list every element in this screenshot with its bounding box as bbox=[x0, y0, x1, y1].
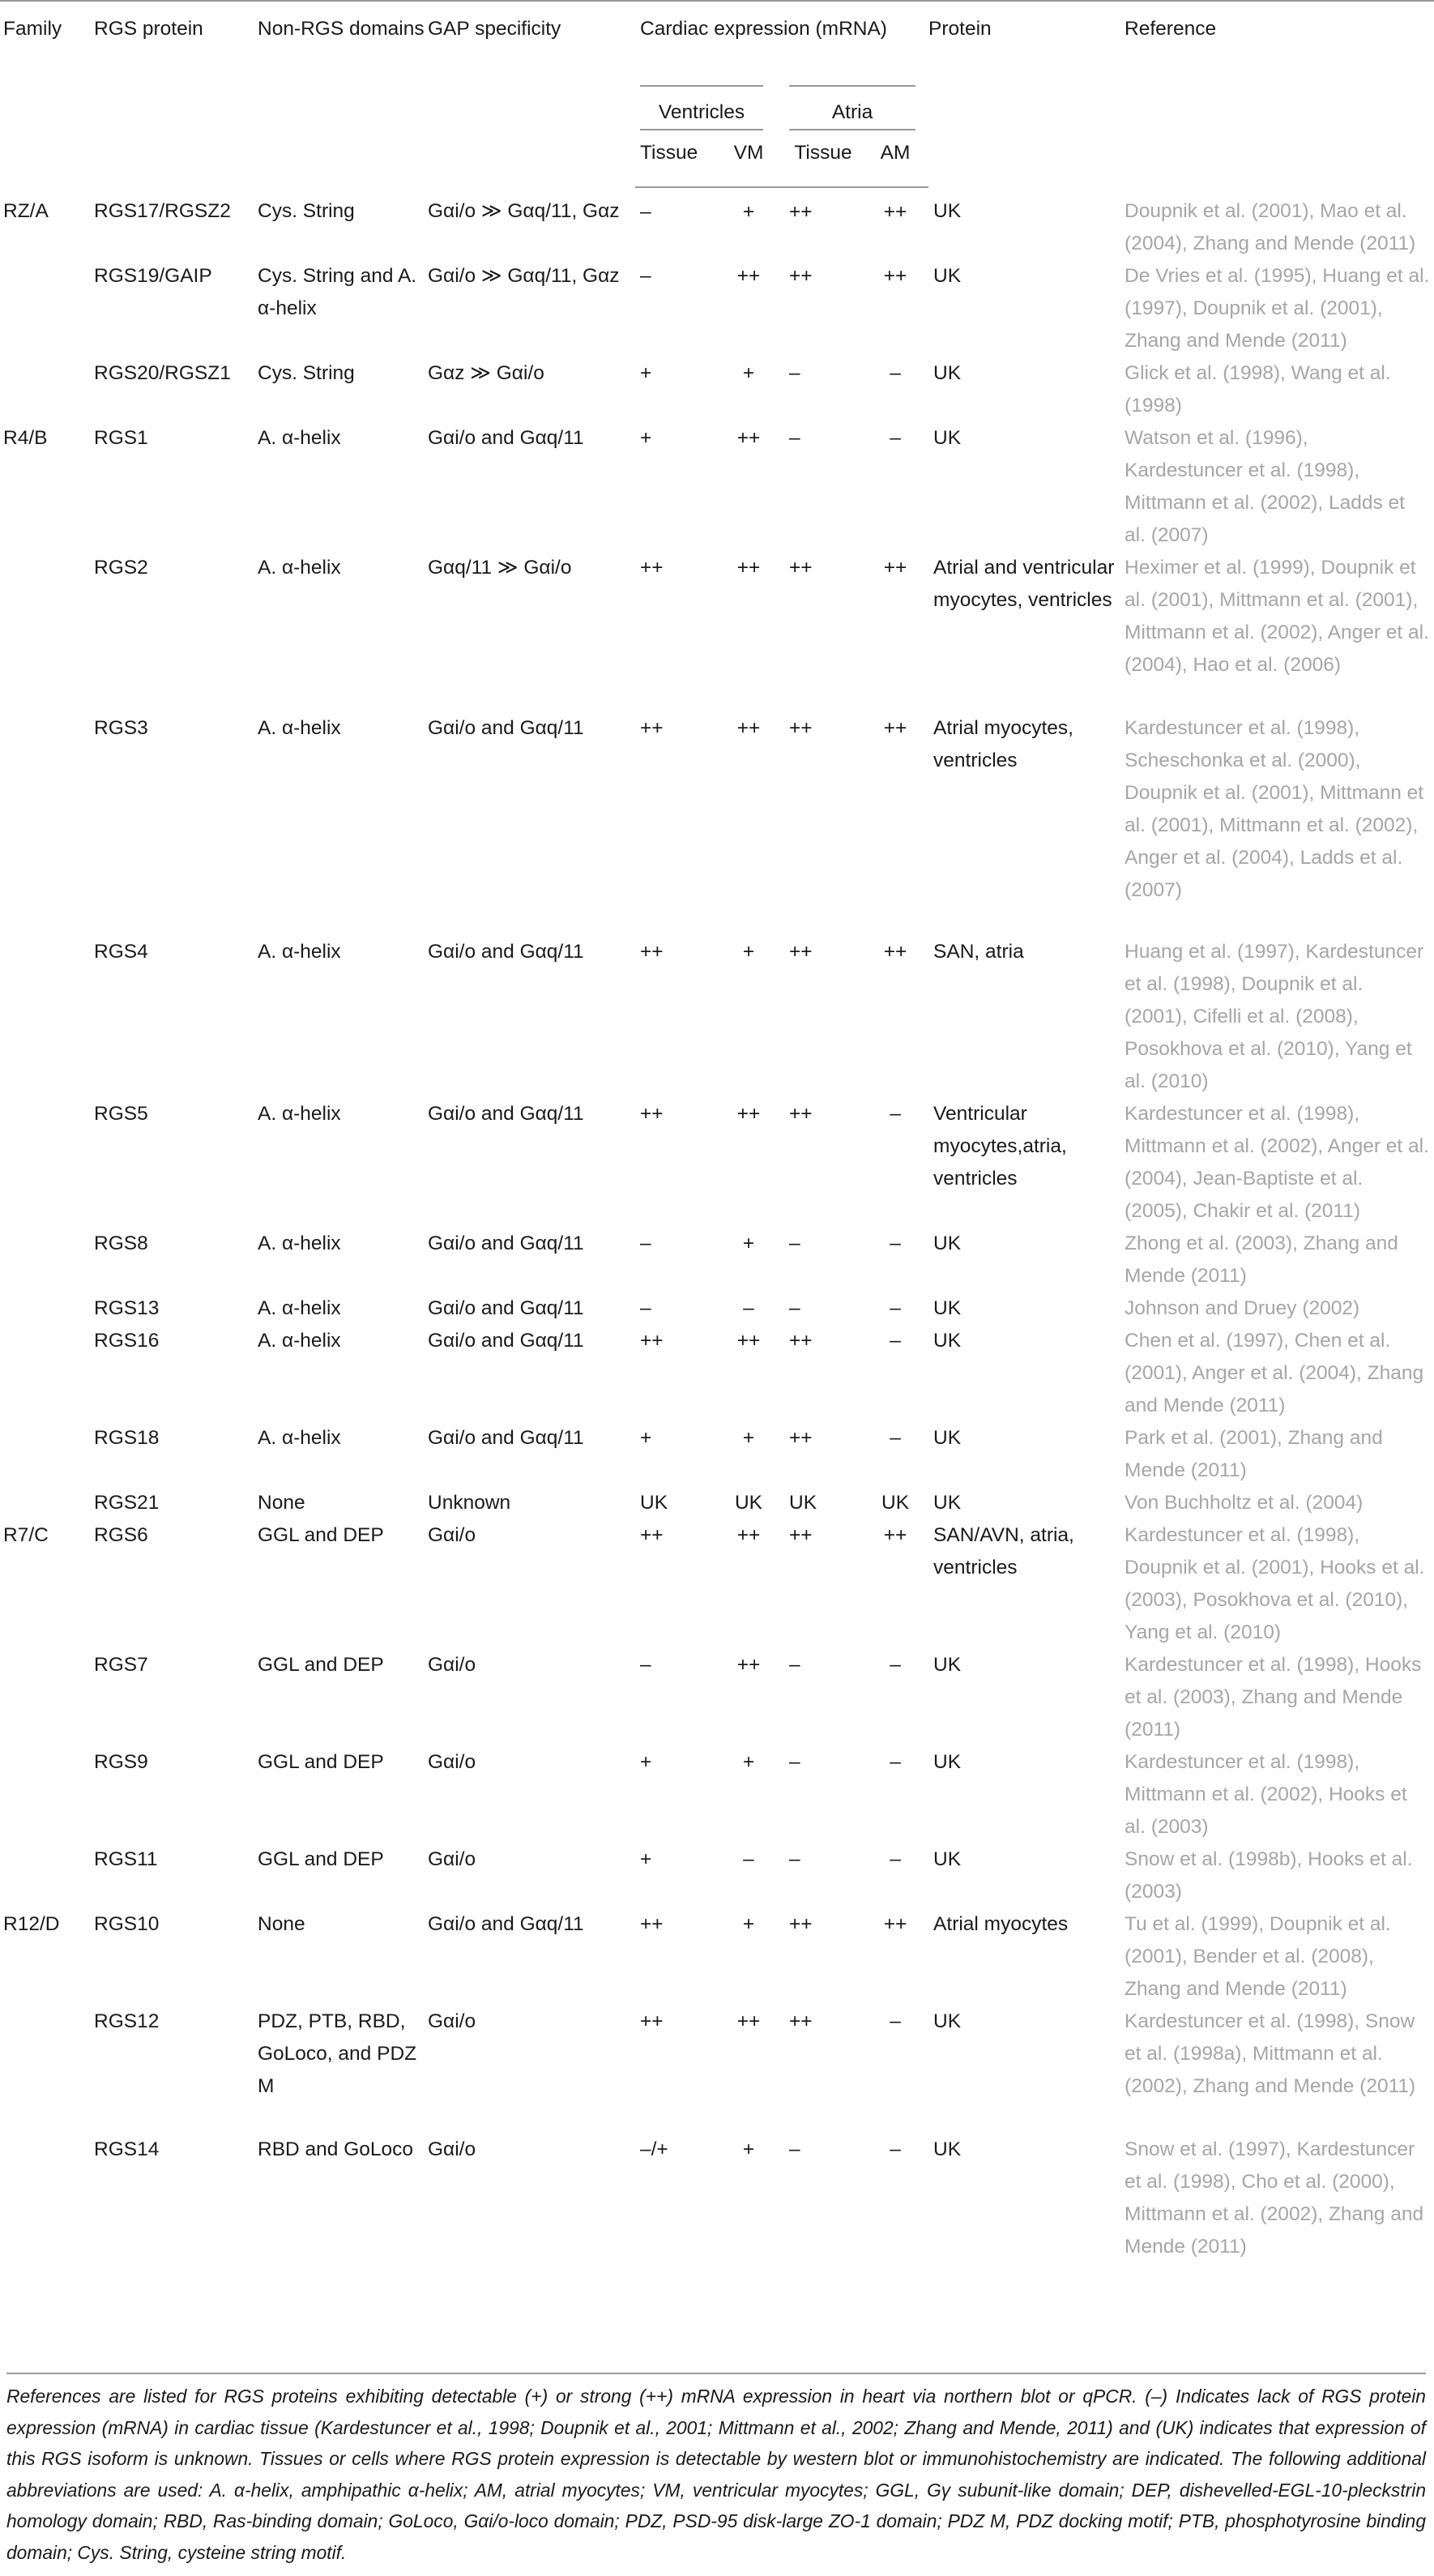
tissue-atria-cell: ++ bbox=[789, 1524, 813, 1546]
gap-specificity-cell: Gαi/o and Gαq/11 bbox=[428, 1330, 584, 1352]
table-row bbox=[0, 422, 1434, 552]
family-cell bbox=[0, 2134, 94, 2292]
rgs-protein-cell: RGS7 bbox=[94, 1654, 148, 1676]
family-cell bbox=[0, 1422, 94, 1487]
tissue-atria-cell: ++ bbox=[789, 1913, 813, 1935]
am-cell: UK bbox=[881, 1492, 910, 1514]
reference-cell: Huang et al. (1997), Kardestuncer et al. (1998), Doupnik et al. (2001), Cifelli et al. (2008), Posokhova et al. (2010), Yang et al. (2010) bbox=[1125, 941, 1424, 1092]
table-row bbox=[0, 1325, 1434, 1422]
tissue-ventricles-cell: + bbox=[640, 427, 652, 449]
vm-cell: + bbox=[742, 1427, 755, 1449]
non-rgs-domains-cell: Cys. String bbox=[258, 200, 355, 222]
reference-cell: Johnson and Druey (2002) bbox=[1125, 1297, 1360, 1319]
table-body bbox=[0, 187, 1434, 2292]
gap-specificity-cell: Gαi/o bbox=[428, 2138, 476, 2160]
family-cell bbox=[0, 357, 94, 422]
protein-cell: SAN, atria bbox=[933, 941, 1024, 963]
vm-cell: ++ bbox=[736, 1654, 761, 1676]
rgs-protein-cell: RGS19/GAIP bbox=[94, 265, 212, 287]
reference-cell: Kardestuncer et al. (1998), Doupnik et al. (2001), Hooks et al. (2003), Posokhova et al. (2010), Yang et al. (2010) bbox=[1125, 1524, 1425, 1643]
table-row bbox=[0, 1228, 1434, 1292]
vm-cell: + bbox=[742, 201, 755, 223]
reference-cell: Von Buchholtz et al. (2004) bbox=[1125, 1492, 1364, 1514]
protein-cell: Ventricular myocytes,atria, ventricles bbox=[933, 1103, 1067, 1190]
family-cell: R7/C bbox=[3, 1524, 49, 1546]
gap-specificity-cell: Gαz ≫ Gαi/o bbox=[428, 362, 544, 384]
tissue-ventricles-cell: – bbox=[640, 1232, 651, 1254]
tissue-atria-cell: ++ bbox=[789, 1427, 813, 1449]
tissue-ventricles-cell: ++ bbox=[640, 717, 664, 739]
gap-specificity-cell: Gαi/o bbox=[428, 1654, 476, 1676]
vm-cell: + bbox=[742, 2138, 755, 2160]
table-row bbox=[0, 2006, 1434, 2134]
tissue-atria-cell: – bbox=[789, 427, 800, 449]
header-atria-cell bbox=[784, 72, 928, 130]
protein-cell: Atrial myocytes, ventricles bbox=[933, 717, 1073, 771]
non-rgs-domains-cell: A. α-helix bbox=[258, 1297, 341, 1319]
gap-specificity-cell: Gαi/o bbox=[428, 1751, 476, 1773]
gap-specificity-cell: Gαi/o and Gαq/11 bbox=[428, 1232, 584, 1254]
tissue-ventricles-cell: ++ bbox=[640, 1330, 664, 1352]
header-tissue-ventricles: Tissue bbox=[635, 130, 713, 187]
family-cell: R12/D bbox=[3, 1913, 60, 1935]
gap-specificity-cell: Gαi/o ≫ Gαq/11, Gαz bbox=[428, 265, 620, 287]
tissue-ventricles-cell: + bbox=[640, 1751, 652, 1773]
non-rgs-domains-cell: A. α-helix bbox=[258, 717, 341, 739]
protein-cell: Atrial myocytes bbox=[933, 1913, 1069, 1935]
table-row bbox=[0, 357, 1434, 422]
am-cell: ++ bbox=[883, 1524, 907, 1546]
am-cell: – bbox=[890, 1848, 901, 1870]
am-cell: ++ bbox=[883, 717, 907, 739]
non-rgs-domains-cell: A. α-helix bbox=[258, 1330, 341, 1352]
header-gap-specificity: GAP specificity bbox=[428, 18, 561, 40]
am-cell: – bbox=[890, 1103, 901, 1125]
rgs-protein-cell: RGS21 bbox=[94, 1492, 160, 1514]
tissue-atria-cell: ++ bbox=[789, 1330, 813, 1352]
vm-cell: + bbox=[742, 362, 755, 384]
header-am: AM bbox=[862, 130, 928, 187]
rgs-protein-cell: RGS1 bbox=[94, 427, 148, 449]
rgs-protein-cell: RGS16 bbox=[94, 1330, 160, 1352]
header-rgs-protein: RGS protein bbox=[94, 18, 203, 40]
tissue-ventricles-cell: ++ bbox=[640, 1524, 664, 1546]
tissue-atria-cell: – bbox=[789, 2138, 800, 2160]
table-row bbox=[0, 260, 1434, 357]
family-cell bbox=[0, 1228, 94, 1292]
table-row bbox=[0, 1422, 1434, 1487]
header-ventricles-cell bbox=[635, 72, 784, 130]
header-tissue-atria: Tissue bbox=[784, 130, 862, 187]
reference-cell: Zhong et al. (2003), Zhang and Mende (2011) bbox=[1125, 1232, 1398, 1287]
tissue-atria-cell: ++ bbox=[789, 265, 813, 287]
reference-cell: Snow et al. (1998b), Hooks et al. (2003) bbox=[1125, 1848, 1413, 1903]
protein-cell: SAN/AVN, atria, ventricles bbox=[933, 1524, 1074, 1578]
table-footnote: References are listed for RGS proteins exhibiting detectable (+) or strong (++) mRNA expression in heart via northern blot or qPCR. (–) Indicates lack of RGS protein expression (mRNA) in cardiac tissue (Kardestuncer et al., 1998; Doupnik et al., 2001; Mittmann et al., 2002; Zhang and Mende, 2011) and (UK) indicates that expression of this RGS isoform is unknown. Tissues or cells where RGS protein expression is detectable by western blot or immunohistochemistry are indicated. The following additional abbreviations are used: A. α-helix, amphipathic α-helix; AM, atrial myocytes; VM, ventricular myocytes; GGL, Gγ subunit-like domain; DEP, dishevelled-EGL-10-pleckstrin homology domain; RBD, Ras-binding domain; GoLoco, Gαi/o-loco domain; PDZ, PSD-95 disk-large ZO-1 domain; PDZ M, PDZ docking motif; PTB, phosphotyrosine binding domain; Cys. String, cysteine string motif. bbox=[6, 2386, 1426, 2563]
tissue-atria-cell: ++ bbox=[789, 2010, 813, 2032]
am-cell: – bbox=[890, 427, 901, 449]
rgs-protein-cell: RGS9 bbox=[94, 1751, 148, 1773]
vm-cell: + bbox=[742, 1913, 755, 1935]
family-cell: RZ/A bbox=[3, 200, 49, 222]
tissue-atria-cell: – bbox=[789, 1654, 800, 1676]
family-cell bbox=[0, 712, 94, 936]
tissue-ventricles-cell: ++ bbox=[640, 941, 664, 963]
table-row bbox=[0, 187, 1434, 260]
tissue-atria-cell: ++ bbox=[789, 557, 813, 579]
protein-cell: UK bbox=[933, 1297, 962, 1319]
am-cell: – bbox=[890, 1297, 901, 1319]
tissue-ventricles-cell: + bbox=[640, 1848, 652, 1870]
header-ventricles: Ventricles bbox=[640, 85, 763, 130]
protein-cell: Atrial and ventricular myocytes, ventricles bbox=[933, 557, 1115, 611]
non-rgs-domains-cell: GGL and DEP bbox=[258, 1751, 384, 1773]
header-atria: Atria bbox=[789, 85, 915, 130]
protein-cell: UK bbox=[933, 1654, 962, 1676]
vm-cell: ++ bbox=[736, 1330, 761, 1352]
am-cell: – bbox=[890, 1427, 901, 1449]
protein-cell: UK bbox=[933, 1427, 962, 1449]
tissue-atria-cell: ++ bbox=[789, 1103, 813, 1125]
header-cardiac-expression-label: Cardiac expression (mRNA) bbox=[640, 18, 887, 40]
family-cell bbox=[0, 1649, 94, 1746]
vm-cell: ++ bbox=[736, 265, 761, 287]
vm-cell: – bbox=[743, 1848, 754, 1870]
am-cell: – bbox=[890, 1330, 901, 1352]
tissue-atria-cell: – bbox=[789, 1232, 800, 1254]
non-rgs-domains-cell: A. α-helix bbox=[258, 941, 341, 963]
tissue-atria-cell: ++ bbox=[789, 201, 813, 223]
am-cell: ++ bbox=[883, 941, 907, 963]
table-row bbox=[0, 1746, 1434, 1843]
non-rgs-domains-cell: RBD and GoLoco bbox=[258, 2138, 414, 2160]
family-cell bbox=[0, 1098, 94, 1228]
am-cell: – bbox=[890, 1751, 901, 1773]
non-rgs-domains-cell: GGL and DEP bbox=[258, 1524, 384, 1546]
gap-specificity-cell: Gαi/o bbox=[428, 1848, 476, 1870]
gap-specificity-cell: Gαi/o bbox=[428, 2010, 476, 2032]
reference-cell: Kardestuncer et al. (1998), Mittmann et al. (2002), Anger et al. (2004), Jean-Baptiste et al. (2005), Chakir et al. (2011) bbox=[1125, 1103, 1429, 1222]
gap-specificity-cell: Gαq/11 ≫ Gαi/o bbox=[428, 557, 572, 579]
header-vm: VM bbox=[713, 130, 784, 187]
vm-cell: UK bbox=[734, 1492, 763, 1514]
tissue-ventricles-cell: –/+ bbox=[640, 2138, 668, 2160]
gap-specificity-cell: Gαi/o and Gαq/11 bbox=[428, 941, 584, 963]
table-row bbox=[0, 1843, 1434, 1908]
am-cell: – bbox=[890, 2010, 901, 2032]
reference-cell: Park et al. (2001), Zhang and Mende (2011) bbox=[1125, 1427, 1383, 1481]
family-cell bbox=[0, 1325, 94, 1422]
family-cell bbox=[0, 1746, 94, 1843]
tissue-ventricles-cell: + bbox=[640, 362, 652, 384]
non-rgs-domains-cell: A. α-helix bbox=[258, 557, 341, 579]
tissue-atria-cell: – bbox=[789, 1297, 800, 1319]
rgs-protein-cell: RGS17/RGSZ2 bbox=[94, 200, 231, 222]
non-rgs-domains-cell: A. α-helix bbox=[258, 1103, 341, 1125]
table-row bbox=[0, 2134, 1434, 2292]
vm-cell: ++ bbox=[736, 1103, 761, 1125]
table-row bbox=[0, 1292, 1434, 1325]
tissue-ventricles-cell: ++ bbox=[640, 1913, 664, 1935]
tissue-atria-cell: ++ bbox=[789, 717, 813, 739]
gap-specificity-cell: Gαi/o and Gαq/11 bbox=[428, 1297, 584, 1319]
reference-cell: Kardestuncer et al. (1998), Scheschonka et al. (2000), Doupnik et al. (2001), Mittmann et al. (2001), Mittmann et al. (2002), Anger et al. (2004), Ladds et al. (2007) bbox=[1125, 717, 1424, 901]
family-cell bbox=[0, 936, 94, 1098]
gap-specificity-cell: Gαi/o ≫ Gαq/11, Gαz bbox=[428, 200, 620, 222]
reference-cell: Watson et al. (1996), Kardestuncer et al. (1998), Mittmann et al. (2002), Ladds et al. (2007) bbox=[1125, 427, 1405, 546]
table-row bbox=[0, 1519, 1434, 1649]
protein-cell: UK bbox=[933, 2010, 962, 2032]
vm-cell: – bbox=[743, 1297, 754, 1319]
rgs-protein-cell: RGS3 bbox=[94, 717, 148, 739]
rgs-protein-cell: RGS2 bbox=[94, 557, 148, 579]
vm-cell: + bbox=[742, 941, 755, 963]
protein-cell: UK bbox=[933, 1848, 962, 1870]
tissue-ventricles-cell: – bbox=[640, 1297, 651, 1319]
vm-cell: + bbox=[742, 1232, 755, 1254]
tissue-atria-cell: ++ bbox=[789, 941, 813, 963]
family-cell: R4/B bbox=[3, 427, 48, 449]
non-rgs-domains-cell: PDZ, PTB, RBD, GoLoco, and PDZ M bbox=[258, 2010, 417, 2097]
non-rgs-domains-cell: GGL and DEP bbox=[258, 1654, 384, 1676]
family-cell bbox=[0, 2006, 94, 2134]
tissue-ventricles-cell: + bbox=[640, 1427, 652, 1449]
am-cell: ++ bbox=[883, 265, 907, 287]
vm-cell: + bbox=[742, 1751, 755, 1773]
am-cell: – bbox=[890, 1654, 901, 1676]
rgs-protein-cell: RGS11 bbox=[94, 1848, 158, 1870]
header-family: Family bbox=[3, 18, 62, 40]
non-rgs-domains-cell: A. α-helix bbox=[258, 1427, 341, 1449]
table-row bbox=[0, 1487, 1434, 1519]
am-cell: ++ bbox=[883, 557, 907, 579]
footnote-divider bbox=[6, 2373, 1426, 2374]
non-rgs-domains-cell: Cys. String bbox=[258, 362, 355, 384]
table-row bbox=[0, 1098, 1434, 1228]
tissue-atria-cell: – bbox=[789, 1751, 800, 1773]
vm-cell: ++ bbox=[736, 717, 761, 739]
gap-specificity-cell: Gαi/o and Gαq/11 bbox=[428, 427, 584, 449]
vm-cell: ++ bbox=[736, 427, 761, 449]
protein-cell: UK bbox=[933, 1330, 962, 1352]
reference-cell: Kardestuncer et al. (1998), Hooks et al. (2003), Zhang and Mende (2011) bbox=[1125, 1654, 1422, 1741]
tissue-ventricles-cell: – bbox=[640, 1654, 651, 1676]
protein-cell: UK bbox=[933, 362, 962, 384]
tissue-atria-cell: – bbox=[789, 1848, 800, 1870]
non-rgs-domains-cell: Cys. String and A. α-helix bbox=[258, 265, 417, 319]
rgs-protein-cell: RGS13 bbox=[94, 1297, 160, 1319]
am-cell: – bbox=[890, 362, 901, 384]
protein-cell: UK bbox=[933, 2138, 962, 2160]
reference-cell: De Vries et al. (1995), Huang et al. (1997), Doupnik et al. (2001), Zhang and Mende (2011) bbox=[1125, 265, 1430, 352]
reference-cell: Kardestuncer et al. (1998), Snow et al. (1998a), Mittmann et al. (2002), Zhang and Mende (2011) bbox=[1125, 2010, 1416, 2097]
tissue-ventricles-cell: – bbox=[640, 265, 651, 287]
non-rgs-domains-cell: None bbox=[258, 1913, 305, 1935]
am-cell: – bbox=[890, 2138, 901, 2160]
table-row bbox=[0, 552, 1434, 712]
gap-specificity-cell: Unknown bbox=[428, 1492, 511, 1514]
rgs-protein-cell: RGS12 bbox=[94, 2010, 160, 2032]
rgs-protein-cell: RGS10 bbox=[94, 1913, 160, 1935]
reference-cell: Chen et al. (1997), Chen et al. (2001), Anger et al. (2004), Zhang and Mende (2011) bbox=[1125, 1330, 1424, 1416]
am-cell: ++ bbox=[883, 1913, 907, 1935]
rgs-protein-cell: RGS4 bbox=[94, 941, 148, 963]
table-row bbox=[0, 712, 1434, 936]
vm-cell: ++ bbox=[736, 557, 761, 579]
family-cell bbox=[0, 1292, 94, 1325]
reference-cell: Tu et al. (1999), Doupnik et al. (2001), Bender et al. (2008), Zhang and Mende (2011) bbox=[1125, 1913, 1391, 2000]
non-rgs-domains-cell: A. α-helix bbox=[258, 1232, 341, 1254]
reference-cell: Heximer et al. (1999), Doupnik et al. (2001), Mittmann et al. (2001), Mittmann et al. (2002), Anger et al. (2004), Hao et al. (2006) bbox=[1125, 557, 1429, 676]
reference-cell: Kardestuncer et al. (1998), Mittmann et al. (2002), Hooks et al. (2003) bbox=[1125, 1751, 1407, 1838]
protein-cell: UK bbox=[933, 1492, 962, 1514]
protein-cell: UK bbox=[933, 1751, 962, 1773]
tissue-ventricles-cell: ++ bbox=[640, 557, 664, 579]
gap-specificity-cell: Gαi/o bbox=[428, 1524, 476, 1546]
protein-cell: UK bbox=[933, 200, 962, 222]
tissue-ventricles-cell: ++ bbox=[640, 2010, 664, 2032]
gap-specificity-cell: Gαi/o and Gαq/11 bbox=[428, 1427, 584, 1449]
table-header bbox=[0, 1, 1434, 187]
table-row bbox=[0, 1649, 1434, 1746]
non-rgs-domains-cell: None bbox=[258, 1492, 305, 1514]
am-cell: ++ bbox=[883, 201, 907, 223]
protein-cell: UK bbox=[933, 427, 962, 449]
table-row bbox=[0, 936, 1434, 1098]
tissue-ventricles-cell: – bbox=[640, 201, 651, 223]
reference-cell: Glick et al. (1998), Wang et al. (1998) bbox=[1125, 362, 1391, 417]
family-cell bbox=[0, 1487, 94, 1519]
reference-cell: Doupnik et al. (2001), Mao et al. (2004), Zhang and Mende (2011) bbox=[1125, 200, 1416, 254]
rgs-protein-cell: RGS5 bbox=[94, 1103, 148, 1125]
gap-specificity-cell: Gαi/o and Gαq/11 bbox=[428, 1103, 584, 1125]
header-cardiac-expression bbox=[635, 1, 928, 72]
rgs-protein-cell: RGS20/RGSZ1 bbox=[94, 362, 231, 384]
header-reference: Reference bbox=[1125, 18, 1217, 40]
rgs-protein-cell: RGS6 bbox=[94, 1524, 148, 1546]
family-cell bbox=[0, 1843, 94, 1908]
header-non-rgs-domains: Non-RGS domains bbox=[258, 18, 425, 40]
tissue-atria-cell: – bbox=[789, 362, 800, 384]
vm-cell: ++ bbox=[736, 1524, 761, 1546]
vm-cell: ++ bbox=[736, 2010, 761, 2032]
rgs-protein-cell: RGS18 bbox=[94, 1427, 160, 1449]
protein-cell: UK bbox=[933, 1232, 962, 1254]
reference-cell: Snow et al. (1997), Kardestuncer et al. (1998), Cho et al. (2000), Mittmann et al. (2002), Zhang and Mende (2011) bbox=[1125, 2138, 1424, 2258]
tissue-atria-cell: UK bbox=[789, 1492, 817, 1514]
rgs-protein-cell: RGS14 bbox=[94, 2138, 160, 2160]
rgs-protein-cell: RGS8 bbox=[94, 1232, 148, 1254]
am-cell: – bbox=[890, 1232, 901, 1254]
header-protein: Protein bbox=[928, 18, 992, 40]
table-row bbox=[0, 1908, 1434, 2006]
family-cell bbox=[0, 260, 94, 357]
tissue-ventricles-cell: UK bbox=[640, 1492, 668, 1514]
gap-specificity-cell: Gαi/o and Gαq/11 bbox=[428, 1913, 584, 1935]
non-rgs-domains-cell: A. α-helix bbox=[258, 427, 341, 449]
protein-cell: UK bbox=[933, 265, 962, 287]
non-rgs-domains-cell: GGL and DEP bbox=[258, 1848, 384, 1870]
family-cell bbox=[0, 552, 94, 712]
gap-specificity-cell: Gαi/o and Gαq/11 bbox=[428, 717, 584, 739]
tissue-ventricles-cell: ++ bbox=[640, 1103, 664, 1125]
